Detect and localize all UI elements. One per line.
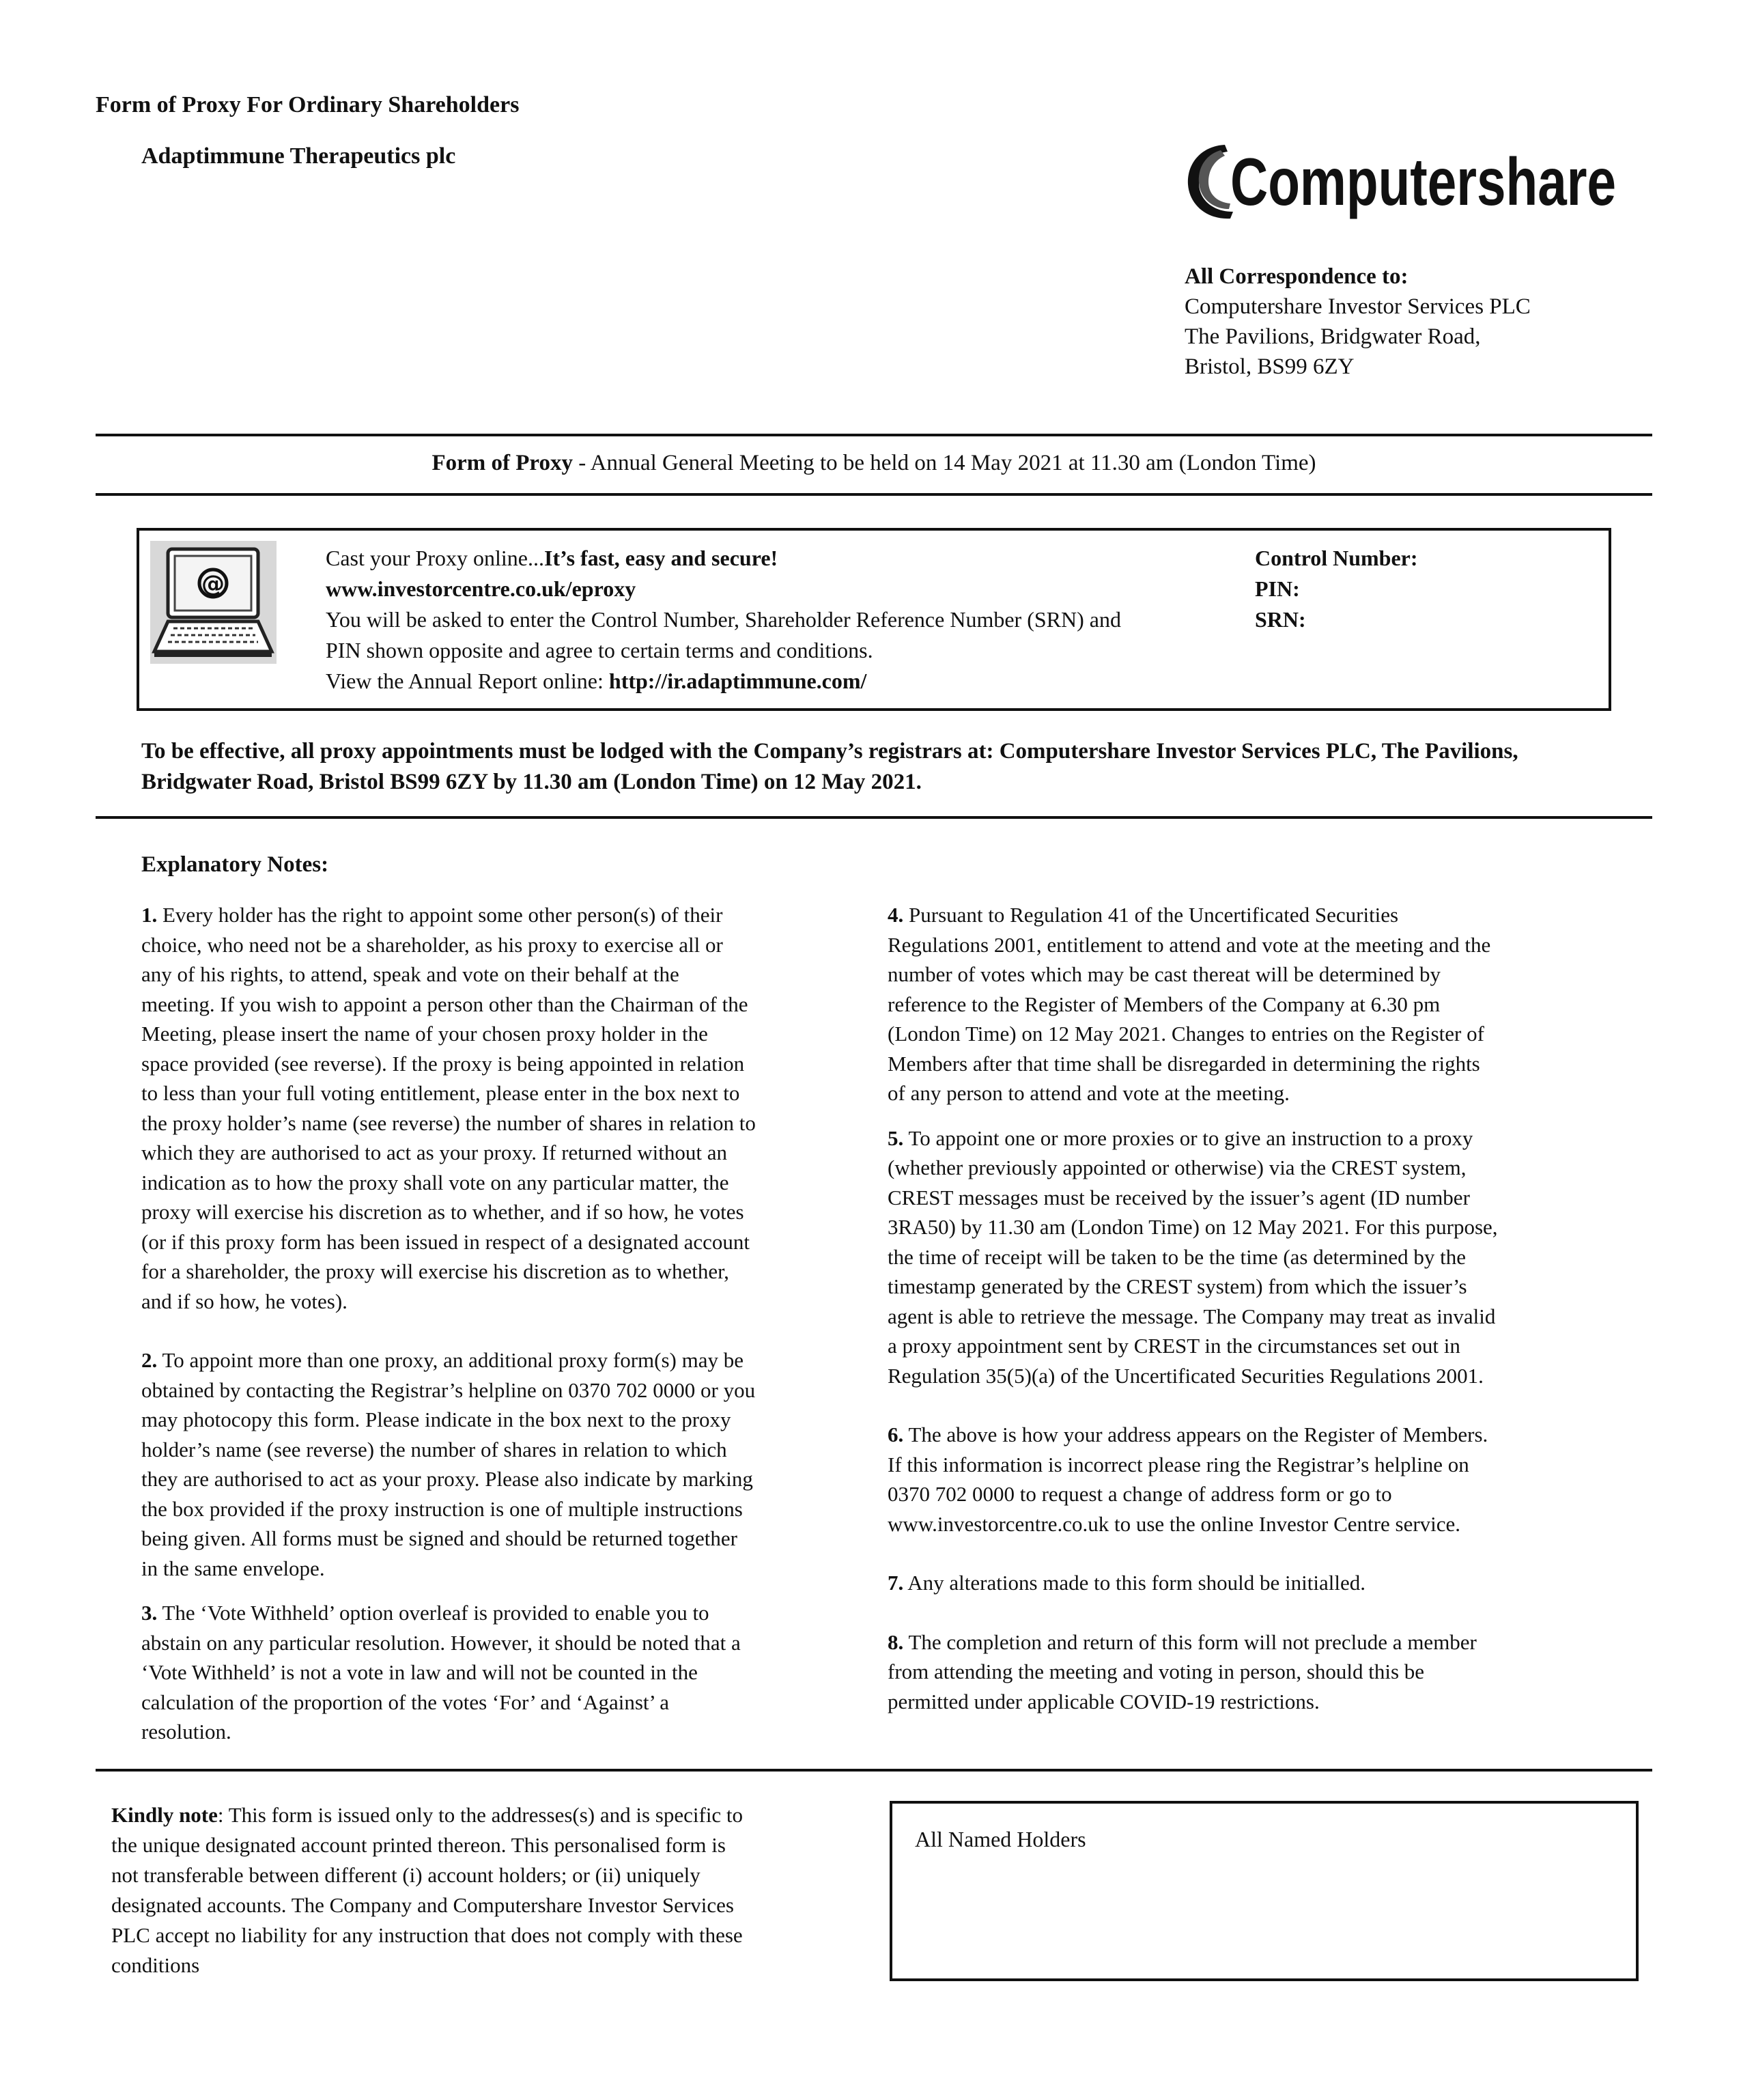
meeting-line: [96, 451, 1652, 476]
note-line: [888, 1078, 1611, 1108]
note-line: [888, 1657, 1611, 1687]
note-line: [141, 1227, 865, 1257]
note-line: [888, 1019, 1611, 1049]
kindly-text: the unique designated account printed thereon. This personalised form is: [111, 1833, 726, 1857]
kindly-line: [111, 1950, 855, 1980]
instruction-line: PIN shown opposite and agree to certain terms and conditions.: [326, 638, 873, 662]
divider: [96, 816, 1652, 819]
note-line: [141, 1138, 865, 1168]
note-text: meeting. If you wish to appoint a person other than the Chairman of the: [141, 992, 748, 1016]
note-line: [141, 960, 865, 990]
kindly-text: conditions: [111, 1953, 200, 1977]
note-line: [888, 1183, 1611, 1213]
note-line: [141, 1108, 865, 1138]
note-text: a proxy appointment sent by CREST in the circumstances set out in: [888, 1334, 1460, 1358]
correspondence-address: [1185, 262, 1531, 382]
note-line: [141, 990, 865, 1020]
note-line: [888, 1212, 1611, 1242]
note-text: calculation of the proportion of the votes ‘For’ and ‘Against’ a: [141, 1690, 670, 1714]
note-text: may photocopy this form. Please indicate in the box next to the proxy: [141, 1408, 731, 1431]
note-text: indication as to how the proxy shall vote on any particular matter, the: [141, 1170, 729, 1194]
note-line: [888, 1331, 1611, 1361]
computershare-logo: [1183, 137, 1619, 225]
note-8: [888, 1627, 1611, 1717]
note-line: [141, 1078, 865, 1108]
note-number: 1.: [141, 903, 158, 927]
note-4: [888, 900, 1611, 1108]
kindly-text: : This form is issued only to the addresses(s) and is specific to: [217, 1803, 744, 1827]
note-text: the box provided if the proxy instruction is one of multiple instructions: [141, 1496, 743, 1521]
srn-label: SRN:: [1255, 607, 1306, 632]
note-line: [141, 1657, 865, 1688]
note-line: [888, 1302, 1611, 1332]
note-3: [141, 1598, 865, 1747]
note-line: [888, 1450, 1611, 1480]
divider: [96, 1769, 1652, 1772]
note-text: The completion and return of this form will not preclude a member: [903, 1629, 1477, 1654]
deadline-line: Bridgwater Road, Bristol BS99 6ZY by 11.30 am (London Time) on 12 May 2021.: [141, 770, 922, 794]
eproxy-link[interactable]: www.investorcentre.co.uk/eproxy: [326, 576, 636, 601]
note-line: [141, 1019, 865, 1049]
note-line: [888, 1361, 1611, 1391]
note-text: Any alterations made to this form should be initialled.: [903, 1571, 1365, 1595]
note-line: [888, 1420, 1611, 1450]
note-text: they are authorised to act as your proxy. Please also indicate by marking: [141, 1467, 753, 1491]
note-line: [888, 1568, 1611, 1598]
note-text: reference to the Register of Members of the Company at 6.30 pm: [888, 992, 1441, 1016]
online-instructions: [326, 543, 1254, 697]
note-text: permitted under applicable COVID-19 restrictions.: [888, 1689, 1320, 1713]
note-line: [888, 1123, 1611, 1153]
annual-report-link[interactable]: http://ir.adaptimmune.com/: [608, 669, 867, 693]
meeting-text: - Annual General Meeting to be held on 14 May 2021 at 11.30 am (London Time): [572, 451, 1316, 475]
note-2: [141, 1345, 865, 1583]
document-title: Form of Proxy For Ordinary Shareholders: [96, 92, 520, 117]
logo-wordmark: Computershare: [1230, 144, 1616, 219]
note-line: [141, 1375, 865, 1405]
note-text: from attending the meeting and voting in person, should this be: [888, 1660, 1425, 1683]
note-number: 7.: [888, 1571, 904, 1595]
kindly-line: [111, 1860, 855, 1890]
note-text: www.investorcentre.co.uk to use the online Investor Centre service.: [888, 1511, 1461, 1536]
note-line: [141, 1345, 865, 1375]
note-text: ‘Vote Withheld’ is not a vote in law and will not be counted in the: [141, 1660, 698, 1684]
company-name: Adaptimmune Therapeutics plc: [141, 143, 456, 169]
note-7: [888, 1568, 1611, 1598]
note-text: Regulations 2001, entitlement to attend and vote at the meeting and the: [888, 932, 1491, 957]
note-number: 3.: [141, 1601, 158, 1625]
note-line: [888, 1509, 1611, 1539]
note-text: holder’s name (see reverse) the number of shares in relation to which: [141, 1437, 727, 1461]
note-text: The ‘Vote Withheld’ option overleaf is provided to enable you to: [157, 1601, 709, 1625]
kindly-label: Kindly note: [111, 1803, 218, 1827]
note-text: obtained by contacting the Registrar’s helpline on 0370 702 0000 or you: [141, 1377, 756, 1402]
online-tagline: It’s fast, easy and secure!: [543, 546, 778, 570]
kindly-text: not transferable between different (i) account holders; or (ii) uniquely: [111, 1863, 700, 1887]
note-line: [141, 1494, 865, 1524]
note-text: (London Time) on 12 May 2021. Changes to entries on the Register of: [888, 1022, 1484, 1046]
note-line: [888, 1153, 1611, 1183]
account-codes: [1255, 543, 1418, 635]
note-text: in the same envelope.: [141, 1556, 325, 1580]
kindly-line: [111, 1800, 855, 1830]
note-text: to less than your full voting entitlement, please enter in the box next to: [141, 1081, 740, 1105]
note-text: the proxy holder’s name (see reverse) the number of shares in relation to: [141, 1110, 756, 1135]
note-line: [141, 1524, 865, 1554]
address-line: Bristol, BS99 6ZY: [1185, 354, 1355, 379]
note-line: [141, 1168, 865, 1198]
notes-right-column: [888, 900, 1611, 1716]
note-line: [888, 1479, 1611, 1509]
note-line: [888, 930, 1611, 960]
address-line: Computershare Investor Services PLC: [1185, 294, 1531, 319]
note-line: [141, 930, 865, 960]
note-text: Members after that time shall be disregarded in determining the rights: [888, 1051, 1480, 1076]
note-text: (or if this proxy form has been issued in respect of a designated account: [141, 1229, 750, 1254]
kindly-text: PLC accept no liability for any instruction that does not comply with these: [111, 1923, 743, 1947]
note-line: [141, 1197, 865, 1227]
note-line: [141, 1287, 865, 1317]
note-1: [141, 900, 865, 1316]
note-text: Pursuant to Regulation 41 of the Uncertificated Securities: [903, 903, 1399, 927]
notes-left-column: [141, 900, 865, 1747]
note-line: [141, 1405, 865, 1435]
note-text: CREST messages must be received by the issuer’s agent (ID number: [888, 1185, 1470, 1209]
note-number: 5.: [888, 1125, 904, 1150]
note-text: proxy will exercise his discretion as to whether, and if so how, he votes: [141, 1200, 744, 1224]
note-text: the time of receipt will be taken to be the time (as determined by the: [888, 1244, 1467, 1269]
kindly-line: [111, 1830, 855, 1860]
pin-label: PIN:: [1255, 576, 1300, 601]
kindly-line: [111, 1890, 855, 1920]
note-line: [888, 1272, 1611, 1302]
correspondence-heading: All Correspondence to:: [1185, 264, 1409, 289]
note-text: any of his rights, to attend, speak and vote on their behalf at the: [141, 962, 679, 986]
deadline-line: To be effective, all proxy appointments must be lodged with the Company’s registrars at: Computershare Investor Services PLC, The Pavilions,: [141, 739, 1518, 764]
note-line: [141, 1688, 865, 1718]
note-line: [141, 1257, 865, 1287]
meeting-label: Form of Proxy: [431, 451, 573, 475]
online-intro: Cast your Proxy online...: [326, 546, 544, 570]
svg-text:@: @: [201, 570, 225, 598]
note-text: being given. All forms must be signed and should be returned together: [141, 1526, 737, 1550]
note-number: 8.: [888, 1629, 904, 1654]
notes-heading: Explanatory Notes:: [141, 852, 329, 877]
note-line: [888, 1242, 1611, 1272]
kindly-line: [111, 1920, 855, 1950]
note-text: The above is how your address appears on the Register of Members.: [903, 1423, 1488, 1446]
kindly-text: designated accounts. The Company and Computershare Investor Services: [111, 1893, 734, 1917]
annual-report-label: View the Annual Report online:: [326, 669, 609, 693]
note-line: [888, 1049, 1611, 1079]
note-line: [141, 1628, 865, 1658]
note-text: Meeting, please insert the name of your chosen proxy holder in the: [141, 1022, 708, 1046]
address-line: The Pavilions, Bridgwater Road,: [1185, 324, 1481, 349]
note-line: [141, 900, 865, 930]
note-text: To appoint one or more proxies or to give an instruction to a proxy: [903, 1125, 1473, 1150]
note-text: If this information is incorrect please ring the Registrar’s helpline on: [888, 1452, 1469, 1476]
named-holders-label: All Named Holders: [915, 1827, 1086, 1851]
note-line: [888, 1627, 1611, 1657]
note-line: [141, 1554, 865, 1584]
note-number: 6.: [888, 1423, 904, 1446]
note-text: of any person to attend and vote at the meeting.: [888, 1081, 1290, 1105]
note-text: Every holder has the right to appoint some other person(s) of their: [157, 903, 723, 927]
divider: [96, 434, 1652, 436]
note-6: [888, 1420, 1611, 1539]
note-text: Regulation 35(5)(a) of the Uncertificated Securities Regulations 2001.: [888, 1363, 1484, 1388]
note-line: [888, 960, 1611, 990]
note-text: which they are authorised to act as your proxy. If returned without an: [141, 1140, 727, 1164]
deadline-notice: [141, 736, 1664, 798]
note-text: for a shareholder, the proxy will exercise his discretion as to whether,: [141, 1259, 729, 1283]
note-line: [888, 900, 1611, 930]
instruction-line: You will be asked to enter the Control Number, Shareholder Reference Number (SRN) and: [326, 607, 1121, 632]
note-text: and if so how, he votes).: [141, 1289, 348, 1313]
note-text: timestamp generated by the CREST system) from which the issuer’s: [888, 1274, 1467, 1298]
note-number: 4.: [888, 903, 904, 927]
note-number: 2.: [141, 1348, 158, 1372]
note-line: [888, 990, 1611, 1020]
note-text: number of votes which may be cast thereat will be determined by: [888, 962, 1441, 986]
divider: [96, 493, 1652, 496]
kindly-note: [111, 1800, 855, 1980]
note-text: (whether previously appointed or otherwise) via the CREST system,: [888, 1156, 1467, 1179]
note-text: space provided (see reverse). If the proxy is being appointed in relation: [141, 1051, 745, 1076]
note-text: resolution.: [141, 1720, 231, 1744]
note-text: abstain on any particular resolution. However, it should be noted that a: [141, 1630, 741, 1655]
note-text: To appoint more than one proxy, an additional proxy form(s) may be: [157, 1348, 744, 1372]
note-text: 3RA50) by 11.30 am (London Time) on 12 May 2021. For this purpose,: [888, 1215, 1498, 1239]
note-line: [141, 1049, 865, 1079]
note-line: [141, 1598, 865, 1628]
note-line: [141, 1464, 865, 1494]
note-text: choice, who need not be a shareholder, as his proxy to exercise all or: [141, 932, 723, 957]
note-line: [888, 1687, 1611, 1717]
laptop-at-icon: [150, 541, 277, 664]
note-line: [141, 1435, 865, 1465]
note-text: agent is able to retrieve the message. The Company may treat as invalid: [888, 1304, 1496, 1328]
note-5: [888, 1123, 1611, 1391]
note-text: 0370 702 0000 to request a change of address form or go to: [888, 1482, 1392, 1506]
control-number-label: Control Number:: [1255, 546, 1418, 570]
note-line: [141, 1717, 865, 1747]
